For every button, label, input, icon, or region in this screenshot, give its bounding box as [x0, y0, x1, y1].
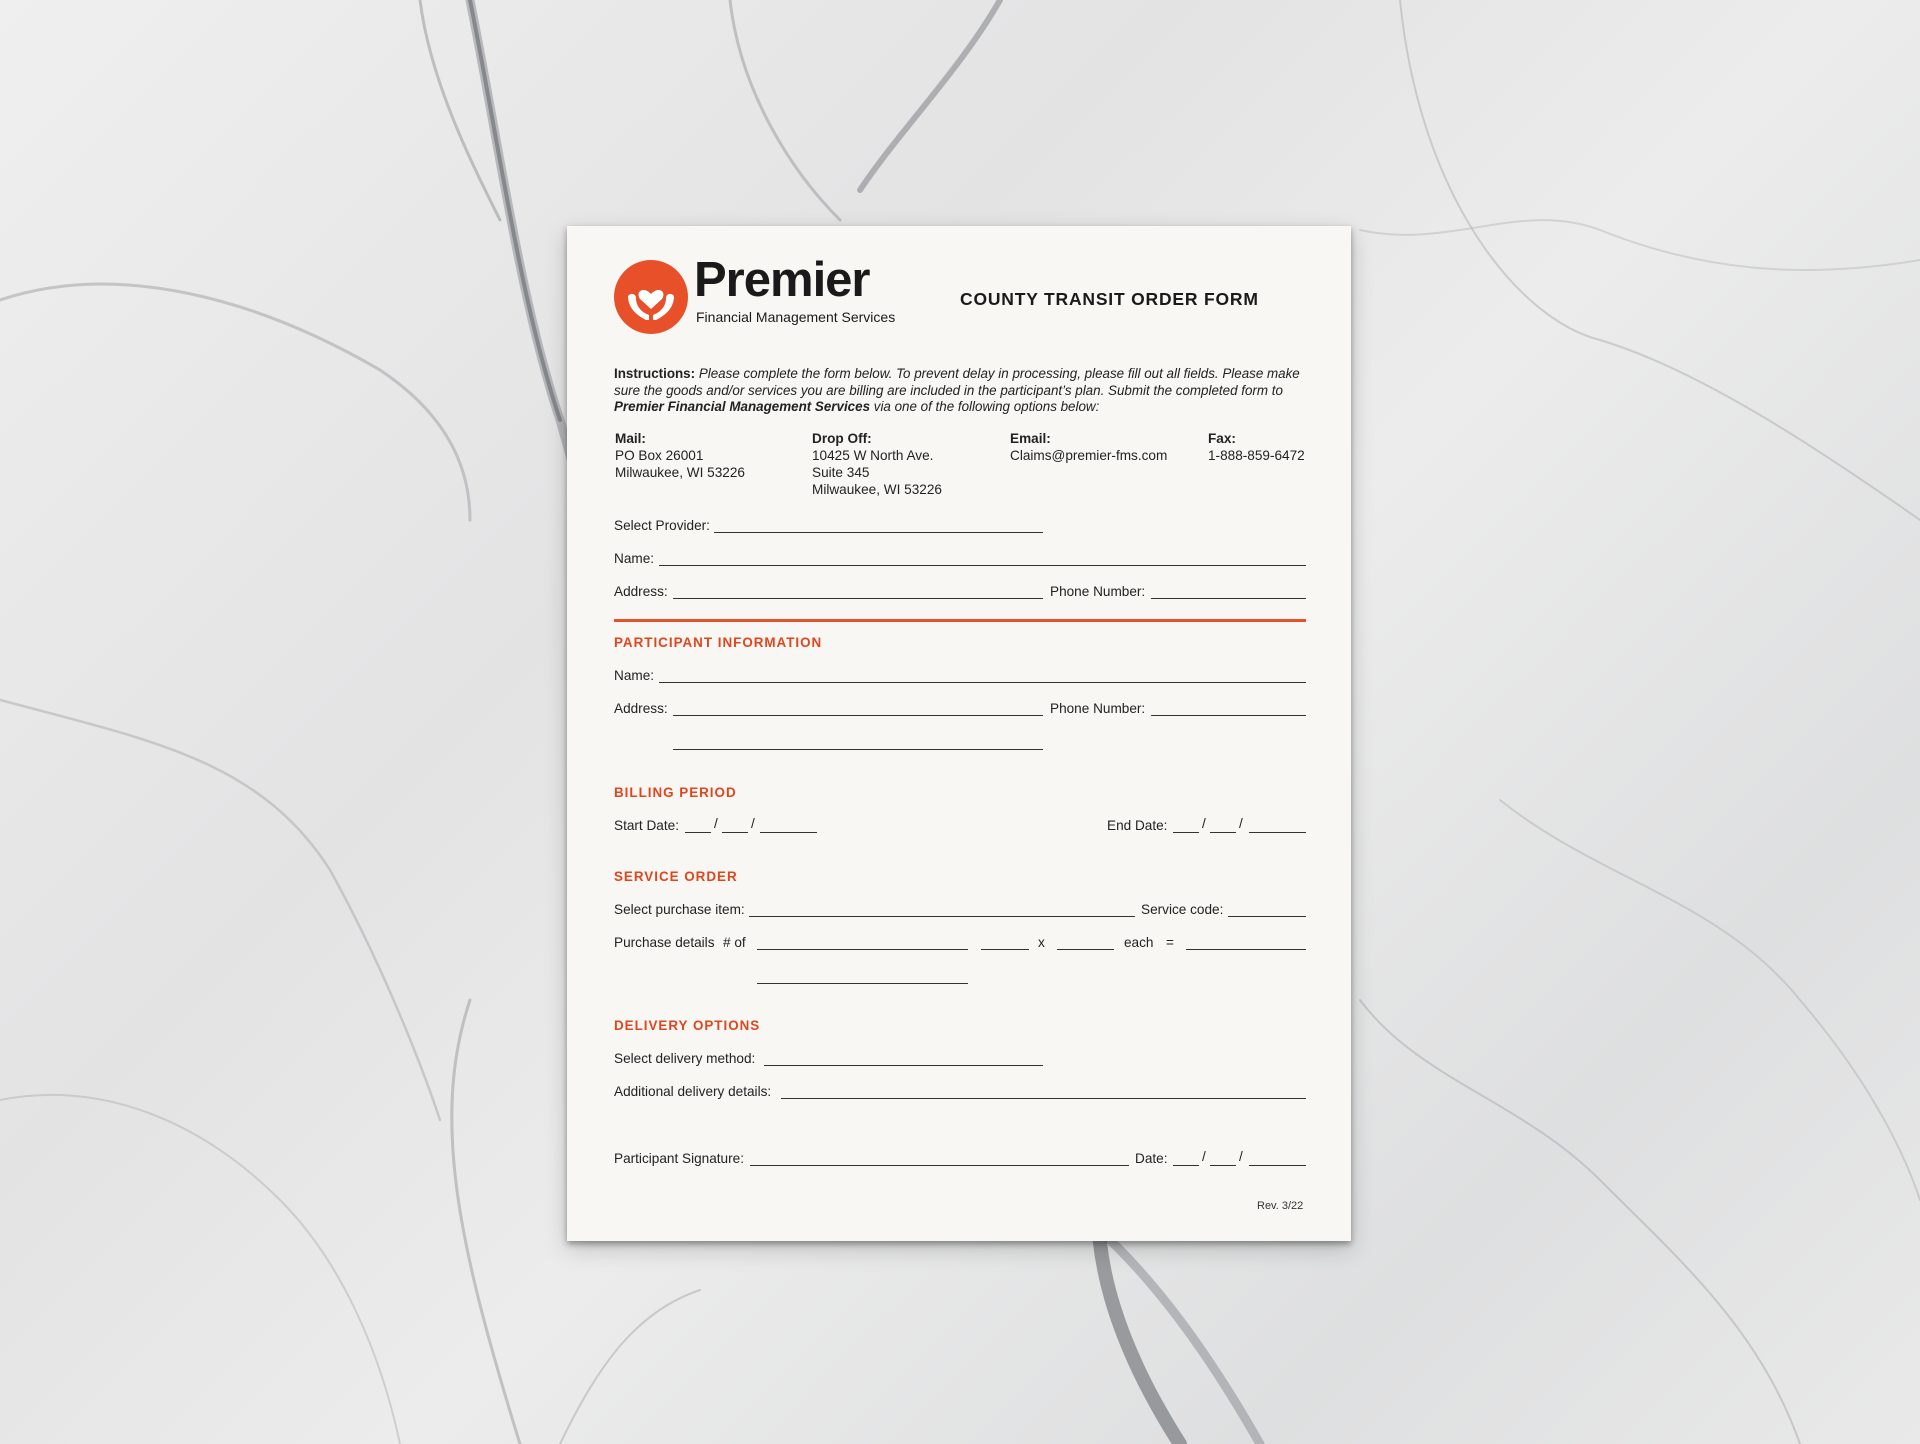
end-date-month[interactable] — [1173, 832, 1199, 833]
start-date-month[interactable] — [685, 832, 711, 833]
instructions-text-after: via one of the following options below: — [873, 399, 1100, 414]
signature-date-label: Date: — [1135, 1151, 1168, 1166]
signature-field[interactable] — [750, 1165, 1129, 1166]
provider-phone-label: Phone Number: — [1050, 584, 1146, 599]
signature-label: Participant Signature: — [614, 1151, 744, 1166]
provider-name-field[interactable] — [659, 565, 1306, 566]
date-slash: / — [1239, 816, 1243, 831]
start-date-day[interactable] — [722, 832, 748, 833]
purchase-units-field[interactable] — [981, 949, 1029, 950]
brand-subtitle: Financial Management Services — [696, 309, 896, 325]
end-date-day[interactable] — [1210, 832, 1236, 833]
times-symbol: x — [1038, 935, 1045, 950]
contact-fax-number: 1-888-859-6472 — [1208, 448, 1305, 463]
start-date-label: Start Date: — [614, 818, 679, 833]
participant-phone-label: Phone Number: — [1050, 701, 1146, 716]
delivery-heading: DELIVERY OPTIONS — [614, 1018, 761, 1033]
contact-dropoff-line: Milwaukee, WI 53226 — [812, 482, 942, 497]
contact-dropoff-label: Drop Off: — [812, 431, 872, 446]
delivery-details-label: Additional delivery details: — [614, 1084, 772, 1099]
instructions-label: Instructions: — [614, 366, 696, 381]
participant-address-field-line2[interactable] — [673, 749, 1043, 750]
purchase-details-field-line2[interactable] — [757, 983, 968, 984]
provider-name-label: Name: — [614, 551, 655, 566]
brand-name: Premier — [694, 253, 870, 307]
purchase-item-field[interactable] — [749, 916, 1135, 917]
provider-phone-field[interactable] — [1151, 598, 1306, 599]
purchase-quantity-field[interactable] — [757, 949, 968, 950]
each-label: each — [1124, 935, 1154, 950]
section-divider — [614, 619, 1306, 622]
provider-address-label: Address: — [614, 584, 668, 599]
equals-symbol: = — [1166, 935, 1174, 950]
instructions-text: Please complete the form below. To prevent delay in processing, please fill out all fields. Please make sure the goods and/or services you are billing are included in the participant’s plan. Submit the completed form to — [614, 366, 1300, 398]
participant-address-field[interactable] — [673, 715, 1043, 716]
contact-mail-line: PO Box 26001 — [615, 448, 704, 463]
contact-mail-label: Mail: — [615, 431, 646, 446]
billing-heading: BILLING PERIOD — [614, 785, 737, 800]
contact-mail — [615, 430, 745, 481]
purchase-details-label: Purchase details — [614, 935, 715, 950]
service-code-field[interactable] — [1228, 916, 1306, 917]
contact-dropoff-line: 10425 W North Ave. — [812, 448, 934, 463]
signature-date-year[interactable] — [1249, 1165, 1306, 1166]
contact-dropoff-line: Suite 345 — [812, 465, 870, 480]
form-title: COUNTY TRANSIT ORDER FORM — [960, 289, 1259, 309]
date-slash: / — [1202, 1149, 1206, 1164]
service-heading: SERVICE ORDER — [614, 869, 738, 884]
heart-in-hands-icon — [614, 260, 688, 334]
contact-email — [1010, 430, 1167, 464]
date-slash: / — [714, 816, 718, 831]
participant-name-field[interactable] — [659, 682, 1306, 683]
number-of-label: # of — [723, 935, 746, 950]
purchase-item-label: Select purchase item: — [614, 902, 745, 917]
contact-email-label: Email: — [1010, 431, 1051, 446]
contact-mail-line: Milwaukee, WI 53226 — [615, 465, 745, 480]
contact-fax-label: Fax: — [1208, 431, 1236, 446]
date-slash: / — [1202, 816, 1206, 831]
purchase-total-field[interactable] — [1186, 949, 1306, 950]
order-form-sheet — [567, 226, 1351, 1241]
participant-phone-field[interactable] — [1151, 715, 1306, 716]
signature-date-day[interactable] — [1210, 1165, 1236, 1166]
contact-dropoff — [812, 430, 942, 498]
contact-email-address: Claims@premier-fms.com — [1010, 448, 1168, 463]
unit-price-field[interactable] — [1057, 949, 1114, 950]
date-slash: / — [751, 816, 755, 831]
participant-heading: PARTICIPANT INFORMATION — [614, 635, 823, 650]
start-date-year[interactable] — [760, 832, 817, 833]
end-date-label: End Date: — [1107, 818, 1168, 833]
instructions — [614, 366, 1312, 416]
provider-address-field[interactable] — [673, 598, 1043, 599]
contact-fax — [1208, 430, 1305, 464]
select-provider-field[interactable] — [714, 532, 1043, 533]
participant-address-label: Address: — [614, 701, 668, 716]
date-slash: / — [1239, 1149, 1243, 1164]
select-provider-label: Select Provider: — [614, 518, 710, 533]
instructions-org: Premier Financial Management Services — [614, 399, 871, 414]
participant-name-label: Name: — [614, 668, 655, 683]
revision-label: Rev. 3/22 — [1257, 1200, 1304, 1212]
signature-date-month[interactable] — [1173, 1165, 1199, 1166]
delivery-details-field[interactable] — [781, 1098, 1306, 1099]
delivery-method-label: Select delivery method: — [614, 1051, 756, 1066]
end-date-year[interactable] — [1249, 832, 1306, 833]
service-code-label: Service code: — [1141, 902, 1224, 917]
delivery-method-field[interactable] — [764, 1065, 1043, 1066]
